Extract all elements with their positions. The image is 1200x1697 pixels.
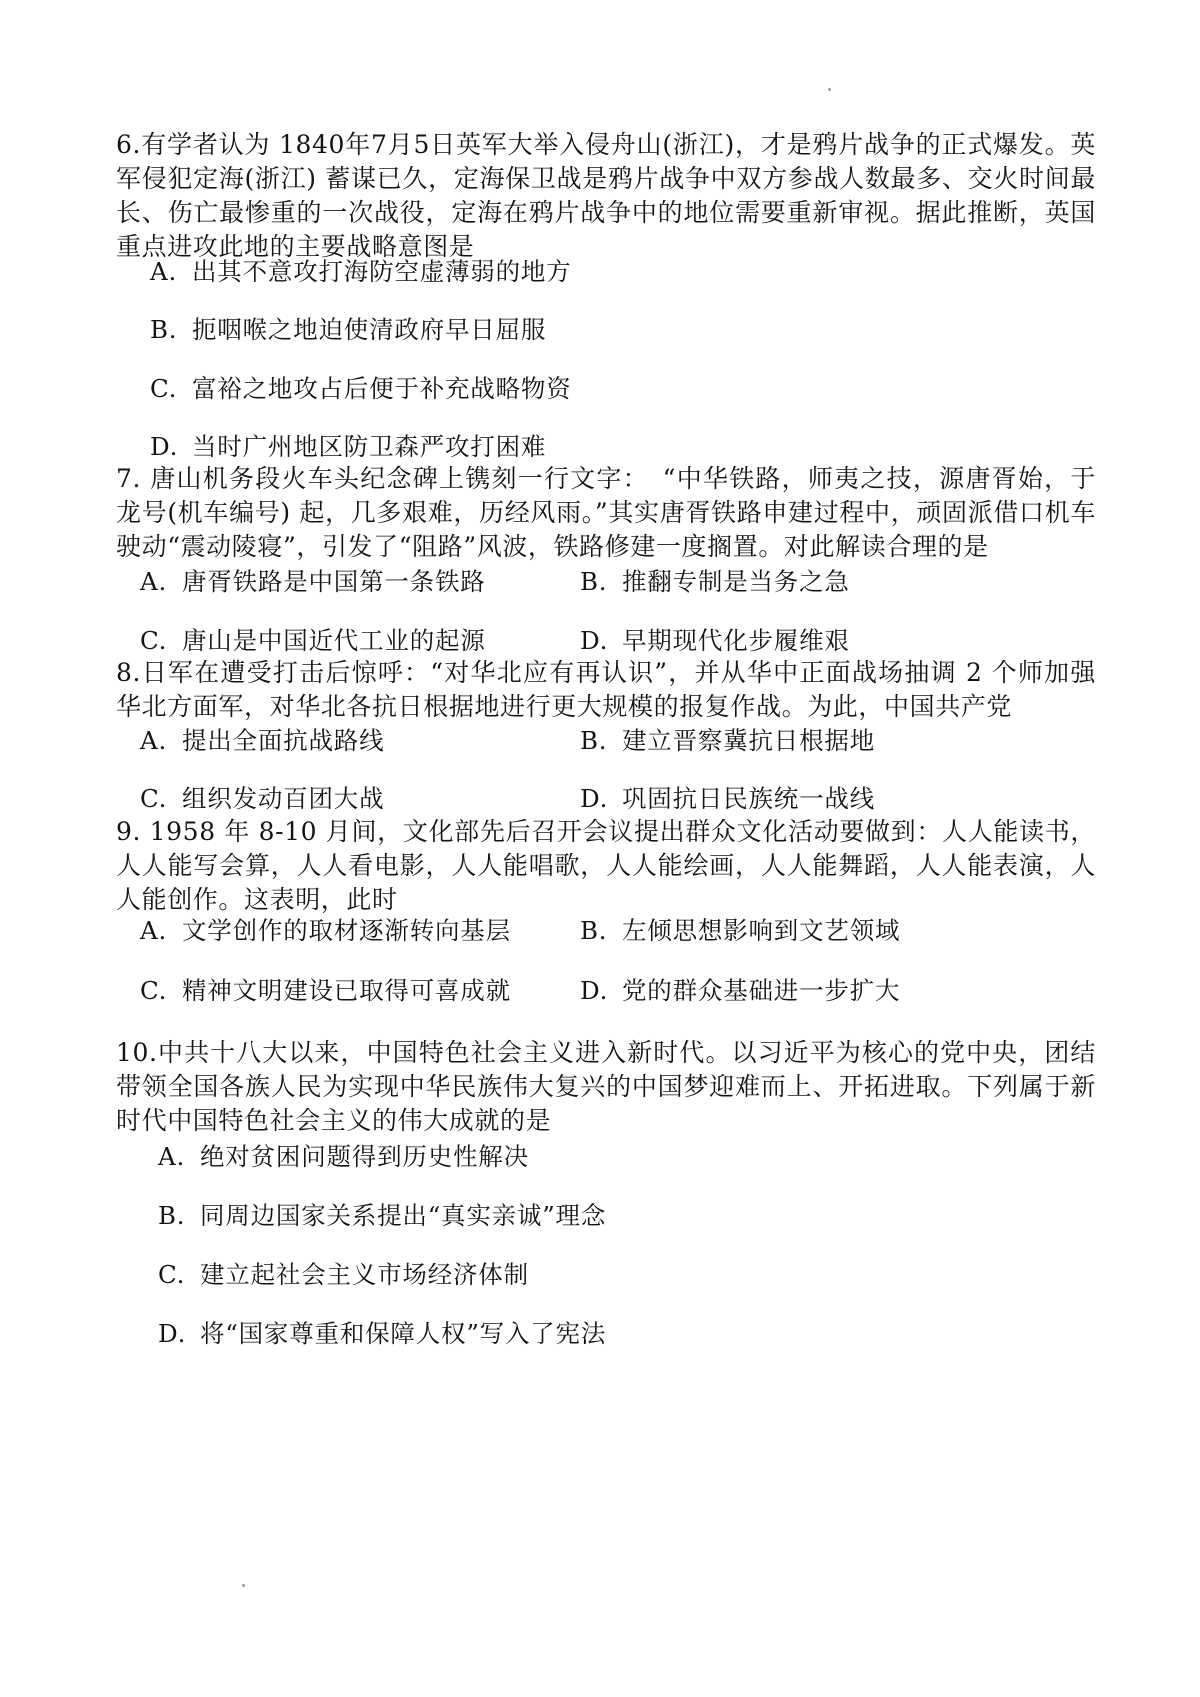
option-text: 绝对贫困问题得到历史性解决 xyxy=(200,1142,529,1171)
option-text: 精神文明建设已取得可喜成就 xyxy=(182,976,511,1005)
question-10-option-a[interactable] xyxy=(158,1140,529,1174)
option-text: 巩固抗日民族统一战线 xyxy=(622,784,875,813)
option-key: B. xyxy=(580,567,608,596)
question-10-option-c[interactable] xyxy=(158,1258,529,1292)
scan-speck xyxy=(242,1584,245,1587)
option-text: 建立晋察冀抗日根据地 xyxy=(622,726,875,755)
question-6-option-d[interactable] xyxy=(150,430,546,464)
option-text: 出其不意攻打海防空虚薄弱的地方 xyxy=(192,257,572,286)
option-key: C. xyxy=(140,626,168,655)
option-key: C. xyxy=(150,374,178,403)
option-key: B. xyxy=(580,916,608,945)
option-key: C. xyxy=(158,1260,186,1289)
option-key: D. xyxy=(580,784,609,813)
option-key: A. xyxy=(140,916,168,945)
option-key: D. xyxy=(158,1319,187,1348)
question-6-stem: 6.有学者认为 1840年7月5日英军大举入侵舟山(浙江)，才是鸦片战争的正式爆发。英军侵犯定海(浙江) 蓄谋已久，定海保卫战是鸦片战争中双方参战人数最多、交火时间最长、伤亡最惨重的一次战役，定海在鸦片战争中的地位需要重新审视。据此推断，英国重点进攻此地的主要战略意图是 xyxy=(116,130,1096,261)
option-key: B. xyxy=(158,1201,186,1230)
option-text: 唐胥铁路是中国第一条铁路 xyxy=(182,567,486,596)
question-8-option-c[interactable] xyxy=(140,782,384,816)
option-text: 扼咽喉之地迫使清政府早日屈服 xyxy=(192,315,547,344)
option-key: C. xyxy=(140,784,168,813)
question-7-option-c[interactable] xyxy=(140,624,486,658)
question-6-option-a[interactable] xyxy=(150,255,572,289)
question-9-stem: 9. 1958 年 8-10 月间，文化部先后召开会议提出群众文化活动要做到：人人能读书，人人能写会算，人人看电影，人人能唱歌，人人能绘画，人人能舞蹈，人人能表演，人人能创作。这表明，此时 xyxy=(116,817,1096,914)
option-text: 唐山是中国近代工业的起源 xyxy=(182,626,486,655)
option-key: A. xyxy=(158,1142,186,1171)
option-key: B. xyxy=(580,726,608,755)
question-9-option-b[interactable] xyxy=(580,914,900,948)
option-text: 党的群众基础进一步扩大 xyxy=(622,976,901,1005)
option-text: 提出全面抗战路线 xyxy=(182,726,385,755)
option-text: 左倾思想影响到文艺领域 xyxy=(622,916,901,945)
question-8-option-b[interactable] xyxy=(580,724,875,758)
option-key: A. xyxy=(140,726,168,755)
question-8-option-d[interactable] xyxy=(580,782,875,816)
question-9-option-a[interactable] xyxy=(140,914,511,948)
question-10-option-b[interactable] xyxy=(158,1199,606,1233)
option-text: 当时广州地区防卫森严攻打困难 xyxy=(192,432,547,461)
question-7-option-d[interactable] xyxy=(580,624,850,658)
option-text: 将“国家尊重和保障人权”写入了宪法 xyxy=(200,1319,607,1348)
option-key: A. xyxy=(140,567,168,596)
question-7-stem: 7. 唐山机务段火车头纪念碑上镌刻一行文字： “中华铁路，师夷之技，源唐胥始，于龙号(机车编号) 起，几多艰难，历经风雨。”其实唐胥铁路申建过程中，顽固派借口机车驶动“震动陵寝”，引发了“阻路”风波，铁路修建一度搁置。对此解读合理的是 xyxy=(116,464,1096,561)
option-text: 建立起社会主义市场经济体制 xyxy=(200,1260,529,1289)
question-9-option-d[interactable] xyxy=(580,974,900,1008)
option-key: D. xyxy=(580,976,609,1005)
option-key: A. xyxy=(150,257,178,286)
question-8-option-a[interactable] xyxy=(140,724,384,758)
question-10-stem: 10.中共十八大以来，中国特色社会主义进入新时代。以习近平为核心的党中央，团结带领全国各族人民为实现中华民族伟大复兴的中国梦迎难而上、开拓进取。下列属于新时代中国特色社会主义的伟大成就的是 xyxy=(116,1038,1096,1135)
option-key: D. xyxy=(150,432,179,461)
option-key: D. xyxy=(580,626,609,655)
option-key: B. xyxy=(150,315,178,344)
question-10-option-d[interactable] xyxy=(158,1317,606,1351)
scan-speck xyxy=(828,88,831,91)
option-key: C. xyxy=(140,976,168,1005)
question-7-option-b[interactable] xyxy=(580,565,850,599)
option-text: 文学创作的取材逐渐转向基层 xyxy=(182,916,511,945)
question-7-option-a[interactable] xyxy=(140,565,486,599)
option-text: 富裕之地攻占后便于补充战略物资 xyxy=(192,374,572,403)
question-6-option-b[interactable] xyxy=(150,313,546,347)
option-text: 同周边国家关系提出“真实亲诚”理念 xyxy=(200,1201,607,1230)
question-8-stem: 8.日军在遭受打击后惊呼：“对华北应有再认识”，并从华中正面战场抽调 2 个师加强华北方面军，对华北各抗日根据地进行更大规模的报复作战。为此，中国共产党 xyxy=(116,658,1096,721)
question-6-option-c[interactable] xyxy=(150,372,572,406)
question-9-option-c[interactable] xyxy=(140,974,511,1008)
option-text: 推翻专制是当务之急 xyxy=(622,567,850,596)
option-text: 组织发动百团大战 xyxy=(182,784,385,813)
option-text: 早期现代化步履维艰 xyxy=(622,626,850,655)
